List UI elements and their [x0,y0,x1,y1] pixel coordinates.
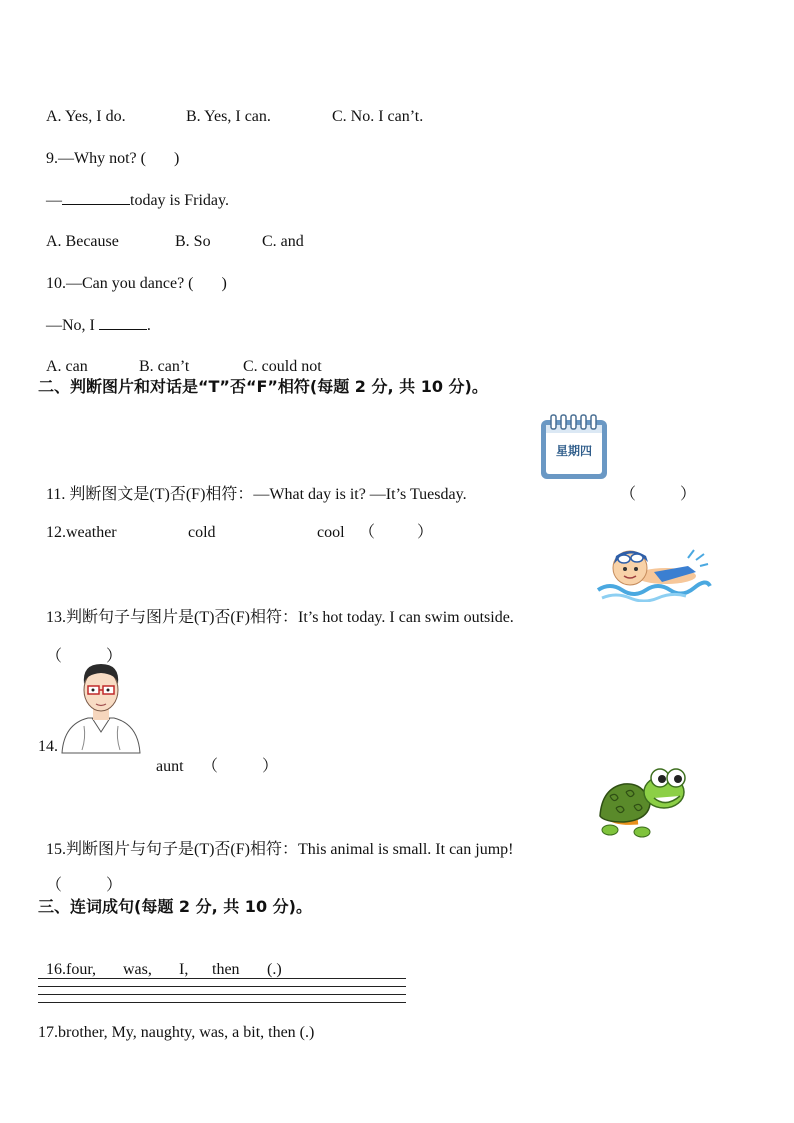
q9-blank[interactable] [62,190,130,205]
section3-title: 三、连词成句(每题 2 分, 共 10 分)。 [38,897,312,916]
q11-text: 11. 判断图文是(T)否(F)相符：—What day is it? —It’s Tuesday. [46,486,467,503]
q9-question-text: 9.—Why not? ( [46,150,146,167]
q9-option-c: C. and [262,233,304,250]
q10-option-a: A. can [46,358,88,375]
q10-answer-suffix: . [146,317,151,334]
q11-paren-close: ） [680,486,697,503]
swimming-boy-image [596,542,712,602]
q12-word-1: 12.weather [46,524,117,541]
q13-line [38,588,514,628]
q12-line [38,503,433,543]
q9-answer-suffix: today is Friday. [130,192,229,209]
q16-answer-lines[interactable] [38,978,406,1010]
q9-options [38,212,304,252]
q16-word-3: I, [179,961,189,978]
q11-paren-open: （ [620,486,637,503]
q11-line [38,465,467,505]
q8-option-b: B. Yes, I can. [186,108,271,125]
q16-word-4: then [212,961,240,978]
q16-word-1: four, [66,961,97,978]
q14-paren-close: ） [262,758,279,775]
q10-answer [38,295,151,336]
q14-word: aunt [156,758,184,775]
q16-line [38,940,282,980]
q10-option-b: B. can’t [139,358,190,375]
q10-blank[interactable] [99,315,147,330]
q10-answer-prefix: —No, I [46,317,99,334]
q15-paren-open: （ [46,877,63,894]
q12-word-2: cold [188,524,216,541]
q10-question [38,254,227,294]
q9-option-b: B. So [175,233,211,250]
q13-paren-close: ） [106,648,123,665]
q15-parens [38,856,122,896]
q14-number: 14. [38,738,58,755]
man-with-glasses-image [60,660,142,754]
q16-number: 16. [46,961,66,978]
section2-title: 二、判断图片和对话是“T”否“F”相符(每题 2 分, 共 10 分)。 [38,377,488,396]
writing-line [38,994,406,995]
q10-options [38,337,322,377]
q12-word-3: cool [317,524,345,541]
q15-line [38,820,514,860]
q15-text: 15.判断图片与句子是(T)否(F)相符：This animal is small. It can jump! [46,841,514,858]
q9-close-paren: ) [173,150,180,167]
q8-options [38,87,423,127]
q13-paren-open: （ [46,648,63,665]
q9-question [38,129,179,169]
q9-answer-prefix: — [46,192,62,209]
q14-line [148,737,278,777]
q17-line: 17.brother, My, naughty, was, a bit, then (.) [38,1024,315,1041]
turtle-image [598,766,690,838]
q8-option-a: A. Yes, I do. [46,108,126,125]
q9-answer [38,170,229,211]
writing-line [38,986,406,987]
q16-word-2: was, [123,961,152,978]
q14-paren-open: （ [202,758,219,775]
q10-question-text: 10.—Can you dance? ( [46,275,194,292]
writing-line [38,978,406,979]
q16-word-5: (.) [267,961,282,978]
writing-line [38,1002,406,1003]
q15-paren-close: ） [106,877,123,894]
q10-option-c: C. could not [243,358,322,375]
q13-text: 13.判断句子与图片是(T)否(F)相符：It’s hot today. I can swim outside. [46,609,514,626]
q11-parens [612,465,696,505]
q12-paren-close: ） [417,524,434,541]
q10-close-paren: ) [221,275,227,292]
calendar-label: 星期四 [555,444,593,458]
q9-option-a: A. Because [46,233,119,250]
q8-option-c: C. No. I can’t. [332,108,424,125]
calendar-image [540,414,608,480]
q12-paren-open: （ [359,524,376,541]
